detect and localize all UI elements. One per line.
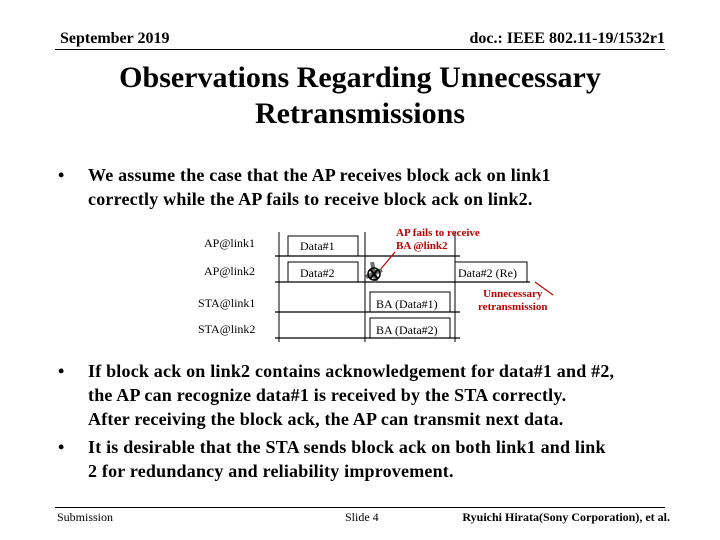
row-label-sta-link2: STA@link2 (198, 322, 256, 336)
annotation-unnecessary-line-1: Unnecessary (483, 288, 543, 300)
reception-failure-icon (366, 262, 382, 282)
footer-submission: Submission (57, 510, 114, 524)
frame-label-data1: Data#1 (300, 239, 335, 253)
header-doc-id: doc.: IEEE 802.11-19/1532r1 (469, 30, 665, 47)
slide-title-line-1: Observations Regarding Unnecessary (119, 61, 601, 94)
row-label-ap-link1: AP@link1 (204, 236, 256, 250)
bullet-marker: • (58, 437, 65, 457)
annotation-unnecessary-line-2: retransmission (478, 301, 548, 313)
frame-label-data2-re: Data#2 (Re) (458, 266, 517, 280)
bullet-1-line-2: correctly while the AP fails to receive block ack on link2. (88, 189, 533, 209)
frame-label-ba1: BA (Data#1) (376, 297, 438, 311)
bullet-1-line-1: We assume the case that the AP receives block ack on link1 (88, 165, 551, 185)
header-date: September 2019 (60, 30, 170, 47)
bullet-3-line-1: It is desirable that the STA sends block ack on both link1 and link (88, 437, 606, 457)
fail-pointer-line (380, 252, 395, 270)
annotation-ap-fails-line-2: BA @link2 (396, 240, 448, 252)
annotation-unnecessary (478, 288, 547, 314)
bullet-2 (58, 359, 698, 434)
bullet-2-line-3: After receiving the block ack, the AP can transmit next data. (88, 409, 564, 429)
annotation-ap-fails-line-1: AP fails to receive (396, 227, 480, 239)
bullet-marker: • (58, 165, 65, 185)
slide-title-line-2: Retransmissions (254, 97, 465, 130)
bullet-3-line-2: 2 for redundancy and reliability improvement. (88, 461, 454, 481)
bullet-3 (58, 435, 698, 485)
frame-label-ba2: BA (Data#2) (376, 323, 438, 337)
bullet-2-line-2: the AP can recognize data#1 is received by the STA correctly. (88, 385, 567, 405)
row-label-ap-link2: AP@link2 (204, 264, 256, 278)
bullet-marker: • (58, 361, 65, 381)
footer-rule (55, 507, 665, 508)
bullet-2-line-1: If block ack on link2 contains acknowledgement for data#1 and #2, (88, 361, 615, 381)
frame-label-data2: Data#2 (300, 266, 335, 280)
footer-author: Ryuichi Hirata(Sony Corporation), et al. (462, 510, 670, 524)
row-label-sta-link1: STA@link1 (198, 296, 256, 310)
annotation-ap-fails (396, 227, 480, 253)
footer-slide-number: Slide 4 (345, 510, 379, 524)
